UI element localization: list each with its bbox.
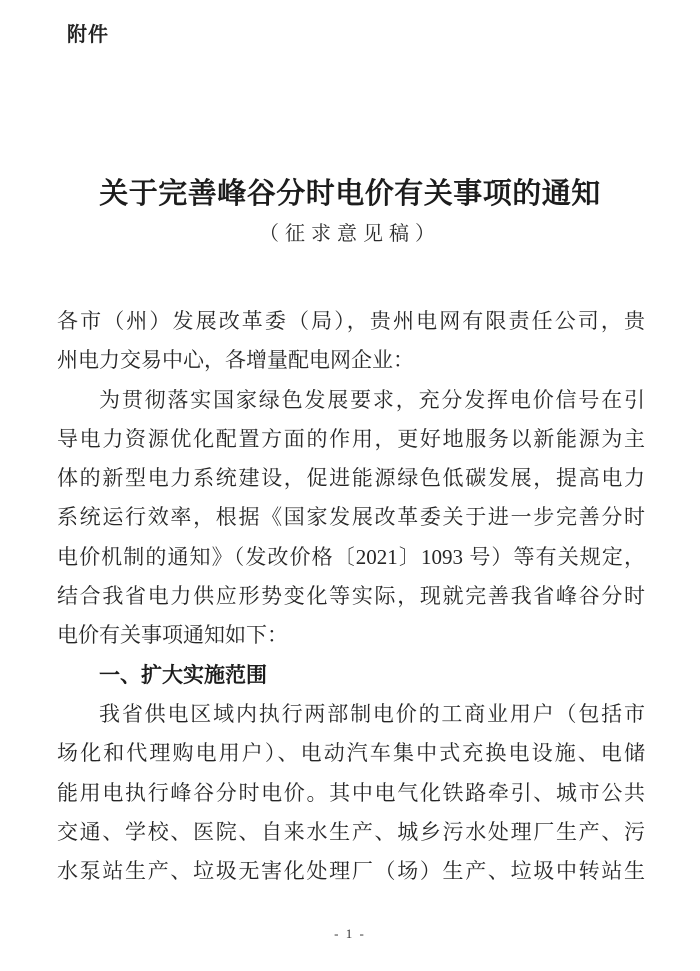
body-line: 系统运行效率，根据《国家发展改革委关于进一步完善分时 <box>57 505 645 530</box>
document-title: 关于完善峰谷分时电价有关事项的通知 <box>99 178 601 210</box>
document-subtitle: （征求意见稿） <box>259 223 441 245</box>
page-number: - 1 - <box>334 926 366 941</box>
body-line: 场化和代理购电用户）、电动汽车集中式充换电设施、电储 <box>57 741 645 766</box>
body-line: 交通、学校、医院、自来水生产、城乡污水处理厂生产、污 <box>57 819 645 844</box>
body-line: 结合我省电力供应形势变化等实际，现就完善我省峰谷分时 <box>57 584 645 609</box>
section-heading: 一、扩大实施范围 <box>99 663 267 687</box>
document-body <box>57 302 645 891</box>
body-line: 电价机制的通知》（发改价格〔2021〕1093 号）等有关规定， <box>57 544 645 569</box>
attachment-label: 附件 <box>67 24 109 46</box>
body-line: 水泵站生产、垃圾无害化处理厂（场）生产、垃圾中转站生 <box>57 859 645 884</box>
body-line: 导电力资源优化配置方面的作用，更好地服务以新能源为主 <box>57 426 645 451</box>
body-line: 体的新型电力系统建设，促进能源绿色低碳发展，提高电力 <box>57 466 645 491</box>
body-line: 为贯彻落实国家绿色发展要求，充分发挥电价信号在引 <box>99 387 645 412</box>
body-line: 州电力交易中心，各增量配电网企业： <box>57 348 414 373</box>
body-line: 电价有关事项通知如下： <box>57 623 288 648</box>
body-line: 我省供电区域内执行两部制电价的工商业用户（包括市 <box>99 701 645 726</box>
body-line: 各市（州）发展改革委（局），贵州电网有限责任公司，贵 <box>57 309 645 333</box>
body-line: 能用电执行峰谷分时电价。其中电气化铁路牵引、城市公共 <box>57 780 645 805</box>
